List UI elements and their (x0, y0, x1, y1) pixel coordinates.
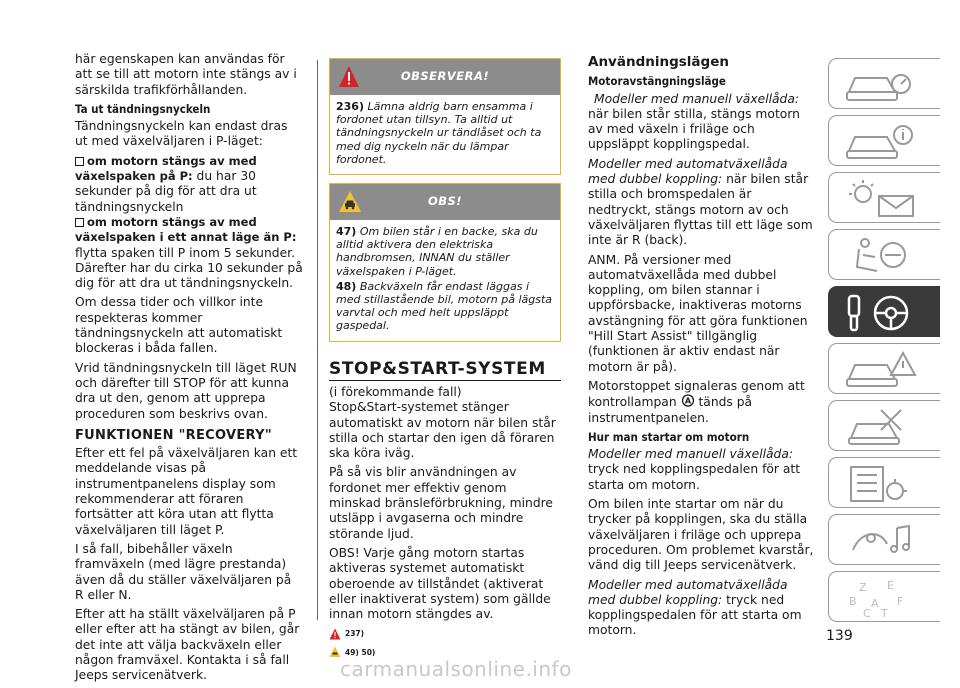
auto-restart-text: tryck ned kopplingspedalen för att starta om motorn. (588, 592, 802, 638)
alphabet-index-icon (841, 577, 921, 619)
obs-number-1: 47) (336, 225, 357, 239)
auto-label: Modeller med automatväxellåda med dubbel koppling: (588, 156, 788, 187)
manual-restart-paragraph (588, 447, 818, 493)
auto-stop-paragraph (588, 157, 818, 249)
recovery-heading: FUNKTIONEN "RECOVERY" (75, 427, 272, 443)
obs-number-2: 48) (336, 279, 357, 293)
observera-body (330, 95, 560, 174)
anvandningslagen-heading: Användningslägen (588, 54, 729, 70)
tab-warnings[interactable] (828, 343, 940, 394)
warning-triangle-icon (329, 628, 341, 640)
item1-text: du har 30 sekunder på dig för att dra ut tändningsnyckeln (75, 169, 257, 214)
obs-box (329, 183, 561, 342)
column-right (588, 55, 818, 643)
tab-info[interactable] (828, 115, 940, 166)
bullet-square-icon (75, 157, 84, 166)
media-phone-icon (841, 520, 921, 562)
vrid-paragraph: Vrid tändningsnyckeln till läget RUN och därefter till STOP för att kunna dra ut den, genom att upprepa proceduren som beskrivs ovan. (75, 360, 297, 421)
warning-ref-number: 237) (345, 629, 365, 639)
auto-restart-label: Modeller med automatväxellåda med dubbel koppling: (588, 577, 788, 607)
tab-multimedia[interactable] (828, 514, 940, 565)
tider-paragraph: Om dessa tider och villkor inte respekteras kommer tändningsnyckeln att automatiskt blockeras i båda fallen. (75, 295, 283, 356)
manual-label: Modeller med manuell växellåda: (594, 91, 800, 106)
item1-bold: om motorn stängs av med växelspaken på P: (75, 153, 257, 184)
auto-stop-text: när bilen står stilla och bromspedalen är nedtryckt, stängs motorn av och växelväljaren flyttas till ett läge som inte är R (back). (588, 172, 813, 248)
tools-car-icon (841, 406, 921, 448)
ss-paragraph-3: OBS! Varje gång motorn startas aktiveras systemet automatiskt oberoende av tillståndet (aktiverat eller inaktiverat system) som gällde innan motorn stängdes av. (329, 545, 551, 622)
intro-text: här egenskapen kan användas för att se till att motorn inte stängs av i särskilda trafikförhållanden. (75, 52, 297, 97)
page-number: 139 (826, 628, 853, 644)
bullet-square-icon (75, 218, 84, 227)
car-info-icon (841, 121, 921, 163)
auto-restart-paragraph (588, 578, 818, 639)
observera-number: 236) (336, 100, 364, 113)
manual-stop-text: när bilen står stilla, stängs motorn av med växeln i friläge och uppsläppt kopplingspedal. (588, 106, 800, 152)
motoravstangning-heading: Motoravstängningsläge (588, 74, 726, 89)
recovery-paragraph-3: Efter att ha ställt växelväljaren på P eller efter att ha stängt av bilen, går det inte att välja backväxeln eller någon framväxel. Kontakta i så fall Jeeps servicenätverk. (75, 607, 300, 683)
ss-paragraph-1: (i förekommande fall) Stop&Start-systemet stänger automatiskt av motorn när bilen står stilla och startar den igen då föraren ska köra iväg. (329, 384, 556, 461)
lights-envelope-icon (841, 178, 921, 220)
recovery-paragraph-2: I så fall, bibehåller växeln framväxeln (med lägre prestanda) även då du ställer växelväljaren på R eller N. (75, 541, 292, 602)
manual-restart-text: tryck ned kopplingspedalen för att starta om motorn. (588, 462, 801, 492)
tab-specs[interactable] (828, 457, 940, 508)
obs-body (330, 220, 560, 341)
list-item (75, 154, 303, 215)
svg-text:F: F (897, 595, 904, 608)
obs-text-2: Backväxeln får endast läggas i med stillastående bil, motorn på lägsta varvtal och med helt uppsläppt gaspedal. (336, 279, 553, 333)
observera-title: OBSERVERA! (400, 69, 490, 83)
svg-text:E: E (887, 579, 894, 592)
steering-key-icon (841, 292, 921, 334)
svg-text:Z: Z (859, 581, 867, 594)
column-divider (317, 60, 318, 620)
recovery-paragraph-1: Efter ett fel på växelväljaren kan ett meddelande visas på instrumentpanelens display som rekommenderar att föraren fortsätter att köra utan att flytta växelväljaren till läget P. (75, 446, 298, 537)
caution-ref-numbers: 49) 50) (345, 647, 376, 657)
auto-stop-lamp-icon (681, 394, 695, 407)
observera-text: Lämna aldrig barn ensamma i fordonet utan tillsyn. Ta alltid ut tändningsnyckeln ur tändlåset och ta med dig nyckeln när du lämpar fordonet. (336, 100, 542, 166)
manual-stop-paragraph (588, 92, 818, 153)
item2-text: flytta spaken till P inom 5 sekunder. Därefter har du cirka 10 sekunder på dig för att dra ut tändningsnyckeln. (75, 245, 303, 291)
obs-text-1: Om bilen står i en backe, ska du alltid aktivera den elektriska handbromsen, INNAN du ställer växelspaken i P-läget. (336, 225, 538, 278)
list-item (75, 215, 303, 291)
manual-restart-label: Modeller med manuell växellåda: (588, 447, 794, 462)
chapter-tabs (828, 58, 940, 628)
ta-ut-text: Tändningsnyckeln kan endast dras ut med växelväljaren i P-läget: (75, 119, 288, 149)
kontrollampa-text-a: Motorstoppet signaleras genom att kontrollampan (588, 378, 805, 410)
tab-maintenance[interactable] (828, 400, 940, 451)
specs-list-icon (841, 463, 921, 505)
ta-ut-heading: Ta ut tändningsnyckeln (75, 101, 211, 116)
car-dashboard-icon (841, 64, 921, 106)
ss-paragraph-2: På så vis blir användningen av fordonet mer effektiv genom minskad bränsleförbrukning, mindre utsläpp i avgaserna och mindre störande ljud. (329, 465, 553, 541)
column-middle (329, 58, 561, 660)
svg-text:T: T (881, 607, 888, 619)
tab-index[interactable] (828, 571, 940, 622)
obs-header (330, 184, 560, 220)
svg-text:B: B (849, 595, 857, 608)
svg-text:C: C (863, 607, 871, 619)
svg-text:A: A (684, 396, 691, 406)
kontrollampa-text-b: tänds på instrumentpanelen. (588, 395, 753, 425)
observera-header (330, 59, 560, 95)
watermark: carmanualsonline.info (340, 657, 572, 681)
starta-om-heading: Hur man startar om motorn (588, 429, 750, 444)
svg-text:A: A (871, 597, 879, 610)
observera-box (329, 58, 561, 175)
anm-paragraph: ANM. På versioner med automatväxellåda med dubbel koppling, om bilen stannar i uppförsbacke, inaktiveras motorns avstängning för att göra funktionen "Hill Start Assist" tillgänglig (funktionen är aktiv endast när motorn är på). (588, 252, 808, 374)
item2-bold: om motorn stängs av med växelspaken i ett annat läge än P: (75, 214, 297, 245)
tab-dashboard[interactable] (828, 58, 940, 109)
tab-starting-driving[interactable] (828, 286, 940, 337)
restart-problem-paragraph: Om bilen inte startar om när du trycker på kopplingen, ska du ställa växelväljaren i friläge och upprepa proceduren. Om problemet kvarstår, vänd dig till Jeeps servicenätverk. (588, 497, 814, 573)
tab-lights[interactable] (828, 172, 940, 223)
airbag-seat-icon (841, 235, 921, 277)
obs-title: OBS! (427, 194, 463, 209)
stop-start-heading: STOP&START-SYSTEM (329, 362, 561, 381)
warning-reference (329, 626, 561, 641)
car-warning-icon (841, 349, 921, 391)
kontrollampa-paragraph (588, 379, 818, 426)
column-left (75, 52, 303, 688)
tab-safety[interactable] (828, 229, 940, 280)
